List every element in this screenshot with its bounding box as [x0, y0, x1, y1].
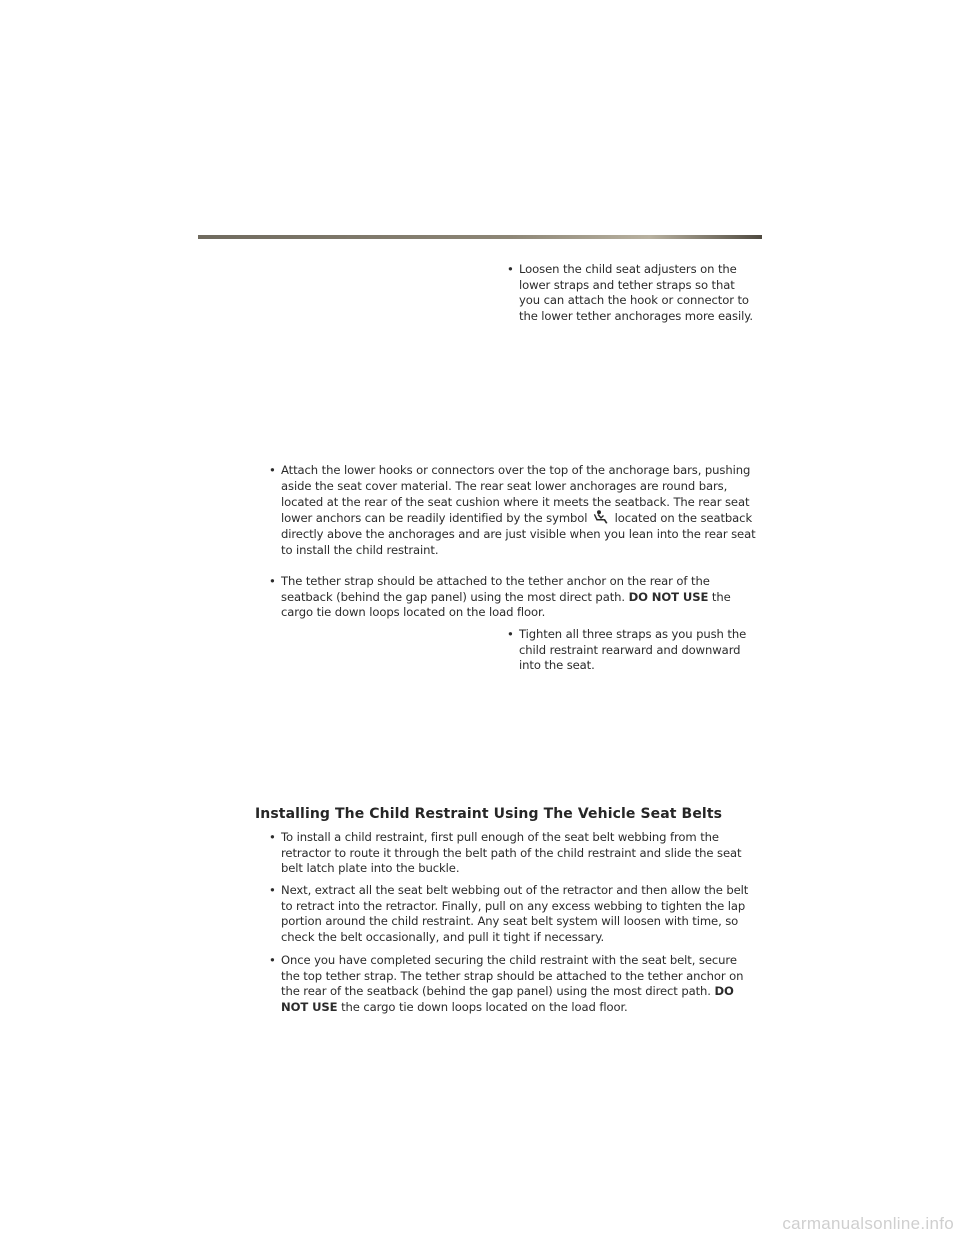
top-tether-warning-emphasis: DO NOT USE [281, 984, 734, 1014]
top-tether-text-before: Once you have completed securing the child restraint with the seat belt, secure the top tether strap. The tether strap should be attached to the tether anchor on the rear of the seatback (behind the gap panel) using the most direct path. [281, 953, 744, 998]
bullet-text [281, 953, 759, 1015]
tether-warning-emphasis: DO NOT USE [628, 589, 709, 604]
bullet-text: Loosen the child seat adjusters on the lower straps and tether straps so that you can attach the hook or connector to the lower tether anchorages more easily. [519, 262, 753, 323]
bullet-text-before-symbol: Attach the lower hooks or connectors over the top of the anchorage bars, pushing aside the seat cover material. The rear seat lower anchorages are round bars, located at the rear of the seat cushion where it meets the seatback. The rear seat lower anchors can be readily identified by the symbol [281, 463, 751, 526]
bullet-text: Tighten all three straps as you push the child restraint rearward and downward into the seat. [519, 627, 747, 672]
bullet-dot: • [269, 830, 276, 844]
bullet-install-with-seat-belt [269, 830, 759, 877]
bullet-text [281, 574, 759, 621]
bullet-dot: • [269, 953, 276, 967]
bullet-attach-lower-hooks [269, 463, 759, 559]
bullet-tighten-straps [507, 627, 755, 674]
bullet-dot: • [269, 463, 276, 477]
bullet-dot: • [507, 627, 514, 641]
bullet-text: Next, extract all the seat belt webbing out of the retractor and then allow the belt to retract into the retractor. Finally, pull on any excess webbing to tighten the lap portion around the child restraint. Any seat belt system will loosen with time, so check the belt occasionally, and pull it tight if necessary. [281, 883, 749, 944]
bullet-secure-top-tether [269, 953, 759, 1015]
header-rule [198, 235, 762, 239]
bullet-text [281, 463, 759, 559]
top-tether-text-after: the cargo tie down loops located on the load floor. [341, 999, 628, 1014]
watermark: carmanualsonline.info [782, 1214, 954, 1233]
tether-text-after: the cargo tie down loops located on the load floor. [281, 589, 731, 619]
bullet-loosen-adjusters [507, 262, 755, 324]
bullet-extract-webbing [269, 883, 759, 945]
section-title: Installing The Child Restraint Using The Vehicle Seat Belts [255, 806, 723, 822]
child-seat-anchor-icon [593, 510, 609, 524]
tether-text-before: The tether strap should be attached to the tether anchor on the rear of the seatback (behind the gap panel) using the most direct path. [281, 574, 710, 604]
bullet-dot: • [269, 574, 276, 588]
bullet-dot: • [269, 883, 276, 897]
bullet-text-after-symbol: located on the seatback directly above the anchorages and are just visible when you lean into the rear seat to install the child restraint. [281, 511, 756, 557]
bullet-tether-strap [269, 574, 759, 621]
bullet-dot: • [507, 262, 514, 276]
bullet-text: To install a child restraint, first pull enough of the seat belt webbing from the retractor to route it through the belt path of the child restraint and slide the seat belt latch plate into the buckle. [281, 830, 742, 875]
